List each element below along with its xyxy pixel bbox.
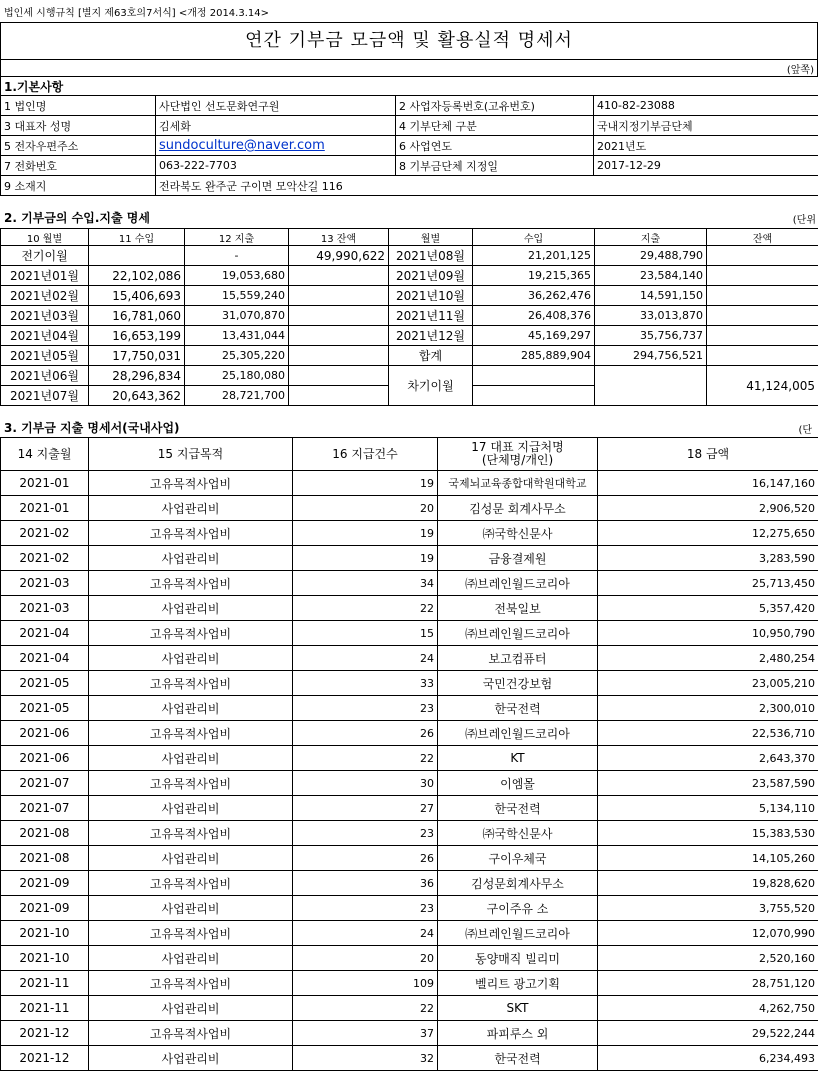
table-row: [1, 771, 818, 796]
purpose-cell: 사업관리비: [89, 746, 293, 771]
table-row: [1, 496, 818, 521]
payee-cell: ㈜브레인월드코리아: [438, 621, 598, 646]
table-row: [1, 996, 818, 1021]
table-row: [1, 946, 818, 971]
purpose-cell: 고유목적사업비: [89, 471, 293, 496]
total-income: 285,889,904: [473, 346, 595, 366]
table-row: [1, 596, 818, 621]
column-header: 16 지급건수: [293, 438, 438, 471]
amount-cell: 2,520,160: [598, 946, 818, 971]
column-header: 18 금액: [598, 438, 818, 471]
amount-cell: 22,536,710: [598, 721, 818, 746]
income-cell: 36,262,476: [473, 286, 595, 306]
column-header: 잔액: [707, 229, 818, 246]
section2-unit: (단위: [792, 215, 816, 226]
info-label: 6 사업연도: [396, 136, 594, 156]
purpose-cell: 사업관리비: [89, 1046, 293, 1071]
month-cell: 2021-06: [1, 746, 89, 771]
month-cell: 2021-07: [1, 771, 89, 796]
month-cell: 2021-12: [1, 1046, 89, 1071]
count-cell: 19: [293, 471, 438, 496]
payee-cell: ㈜브레인월드코리아: [438, 921, 598, 946]
payee-cell: 전북일보: [438, 596, 598, 621]
month-cell: 2021년06월: [1, 366, 89, 386]
count-cell: 37: [293, 1021, 438, 1046]
expense-cell: 28,721,700: [185, 386, 289, 406]
side-note-row: [0, 59, 818, 77]
expense-cell: 19,053,680: [185, 266, 289, 286]
purpose-cell: 사업관리비: [89, 546, 293, 571]
address-label: 9 소재지: [1, 176, 156, 196]
amount-cell: 16,147,160: [598, 471, 818, 496]
purpose-cell: 사업관리비: [89, 896, 293, 921]
total-label: 합계: [389, 346, 473, 366]
income-cell: 28,296,834: [89, 366, 185, 386]
expense-cell: 29,488,790: [595, 246, 707, 266]
purpose-cell: 고유목적사업비: [89, 571, 293, 596]
purpose-cell: 고유목적사업비: [89, 671, 293, 696]
count-cell: 15: [293, 621, 438, 646]
payee-cell: 파피루스 외: [438, 1021, 598, 1046]
purpose-cell: 사업관리비: [89, 496, 293, 521]
month-cell: 2021-06: [1, 721, 89, 746]
payee-cell: 구이주유 소: [438, 896, 598, 921]
month-cell: 2021-10: [1, 921, 89, 946]
count-cell: 24: [293, 646, 438, 671]
month-cell: 2021-03: [1, 596, 89, 621]
amount-cell: 29,522,244: [598, 1021, 818, 1046]
info-row: [1, 116, 818, 136]
table-row: [1, 971, 818, 996]
income-cell: 22,102,086: [89, 266, 185, 286]
amount-cell: 2,906,520: [598, 496, 818, 521]
purpose-cell: 고유목적사업비: [89, 621, 293, 646]
count-cell: 22: [293, 996, 438, 1021]
count-cell: 23: [293, 821, 438, 846]
income-cell: 26,408,376: [473, 306, 595, 326]
column-header: 11 수입: [89, 229, 185, 246]
amount-cell: 5,357,420: [598, 596, 818, 621]
table-row: [1, 871, 818, 896]
info-label: 5 전자우편주소: [1, 136, 156, 156]
purpose-cell: 사업관리비: [89, 596, 293, 621]
month-cell: 2021년01월: [1, 266, 89, 286]
payee-cell: KT: [438, 746, 598, 771]
payee-cell: 국제뇌교육종합대학원대학교: [438, 471, 598, 496]
table-row: [1, 646, 818, 671]
section3-unit: (단: [798, 425, 812, 436]
expense-cell: 35,756,737: [595, 326, 707, 346]
balance-cell: 49,990,622: [289, 246, 389, 266]
info-value: 국내지정기부금단체: [594, 116, 818, 136]
amount-cell: 15,383,530: [598, 821, 818, 846]
info-row: [1, 136, 818, 156]
table-row: [1, 896, 818, 921]
form-reference: 법인세 시행규칙 [별지 제63호의7서식] <개정 2014.3.14>: [4, 8, 269, 19]
column-header: 10 월별: [1, 229, 89, 246]
purpose-cell: 사업관리비: [89, 846, 293, 871]
table-row: [1, 521, 818, 546]
month-cell: 2021-05: [1, 696, 89, 721]
count-cell: 33: [293, 671, 438, 696]
month-cell: 2021-08: [1, 821, 89, 846]
expense-cell: 25,180,080: [185, 366, 289, 386]
count-cell: 26: [293, 721, 438, 746]
payee-cell: ㈜국학신문사: [438, 521, 598, 546]
balance-cell: [289, 266, 389, 286]
month-cell: 2021-01: [1, 496, 89, 521]
purpose-cell: 고유목적사업비: [89, 1021, 293, 1046]
amount-cell: 12,275,650: [598, 521, 818, 546]
table-row: [1, 921, 818, 946]
expense-cell: 23,584,140: [595, 266, 707, 286]
column-header: 14 지출월: [1, 438, 89, 471]
month-cell: 2021-01: [1, 471, 89, 496]
balance-cell: [289, 286, 389, 306]
month-cell: 2021년04월: [1, 326, 89, 346]
column-header: 월별: [389, 229, 473, 246]
month-cell: 2021-12: [1, 1021, 89, 1046]
count-cell: 109: [293, 971, 438, 996]
month-cell: 2021-09: [1, 871, 89, 896]
payee-cell: 금융결제원: [438, 546, 598, 571]
count-cell: 20: [293, 496, 438, 521]
column-header: 13 잔액: [289, 229, 389, 246]
info-value: 사단법인 선도문화연구원: [156, 96, 396, 116]
amount-cell: 28,751,120: [598, 971, 818, 996]
month-cell: 2021-04: [1, 646, 89, 671]
balance-cell: [707, 286, 818, 306]
count-cell: 23: [293, 696, 438, 721]
table-row: [1, 1021, 818, 1046]
payee-cell: 동양매직 빌리미: [438, 946, 598, 971]
info-label: 3 대표자 성명: [1, 116, 156, 136]
count-cell: 30: [293, 771, 438, 796]
carry-balance: 41,124,005: [707, 366, 818, 406]
column-header: 15 지급목적: [89, 438, 293, 471]
count-cell: 22: [293, 596, 438, 621]
month-cell: 2021년03월: [1, 306, 89, 326]
table-row: [1, 246, 818, 266]
purpose-cell: 고유목적사업비: [89, 871, 293, 896]
balance-cell: [289, 386, 389, 406]
expense-cell: 25,305,220: [185, 346, 289, 366]
income-cell: 19,215,365: [473, 266, 595, 286]
count-cell: 19: [293, 521, 438, 546]
income-cell: [473, 366, 595, 386]
amount-cell: 14,105,260: [598, 846, 818, 871]
info-value: 410-82-23088: [594, 96, 818, 116]
page-title: 연간 기부금 모금액 및 활용실적 명세서: [0, 22, 818, 59]
purpose-cell: 고유목적사업비: [89, 771, 293, 796]
table-row: [1, 821, 818, 846]
payee-cell: 국민건강보험: [438, 671, 598, 696]
column-header: 17 대표 지급처명 (단체명/개인): [438, 438, 598, 471]
section2-heading: 2. 기부금의 수입.지출 명세: [4, 211, 150, 225]
month-cell: 2021-05: [1, 671, 89, 696]
table-row: [1, 721, 818, 746]
table-row: [1, 286, 818, 306]
month-cell: 2021년09월: [389, 266, 473, 286]
amount-cell: 12,070,990: [598, 921, 818, 946]
month-cell: 2021-03: [1, 571, 89, 596]
income-cell: 21,201,125: [473, 246, 595, 266]
balance-cell: [707, 246, 818, 266]
payee-cell: 구이우체국: [438, 846, 598, 871]
income-cell: 16,781,060: [89, 306, 185, 326]
amount-cell: 23,587,590: [598, 771, 818, 796]
month-cell: 2021-11: [1, 971, 89, 996]
side-note: (앞쪽): [1, 60, 818, 77]
table-row: [1, 366, 818, 386]
table-row: [1, 746, 818, 771]
carry-label: 차기이월: [389, 366, 473, 406]
count-cell: 24: [293, 921, 438, 946]
table-row: [1, 846, 818, 871]
info-label: 4 기부단체 구분: [396, 116, 594, 136]
purpose-cell: 고유목적사업비: [89, 821, 293, 846]
amount-cell: 25,713,450: [598, 571, 818, 596]
balance-cell: [289, 366, 389, 386]
table-row: [1, 1046, 818, 1071]
purpose-cell: 고유목적사업비: [89, 721, 293, 746]
info-label: 1 법인명: [1, 96, 156, 116]
month-cell: 2021년08월: [389, 246, 473, 266]
info-value: 063-222-7703: [156, 156, 396, 176]
balance-cell: [707, 266, 818, 286]
info-value: 김세화: [156, 116, 396, 136]
info-row: [1, 96, 818, 116]
amount-cell: 4,262,750: [598, 996, 818, 1021]
payee-cell: 한국전력: [438, 1046, 598, 1071]
purpose-cell: 사업관리비: [89, 646, 293, 671]
balance-cell: [707, 306, 818, 326]
purpose-cell: 사업관리비: [89, 796, 293, 821]
column-header: 수입: [473, 229, 595, 246]
payee-cell: 김성문 회계사무소: [438, 496, 598, 521]
income-cell: 45,169,297: [473, 326, 595, 346]
income-cell: 16,653,199: [89, 326, 185, 346]
income-expense-table: [0, 228, 818, 406]
table-row: [1, 571, 818, 596]
month-cell: 2021년07월: [1, 386, 89, 406]
month-cell: 2021-08: [1, 846, 89, 871]
count-cell: 27: [293, 796, 438, 821]
balance-cell: [707, 326, 818, 346]
count-cell: 22: [293, 746, 438, 771]
info-value: 2017-12-29: [594, 156, 818, 176]
month-cell: 2021-09: [1, 896, 89, 921]
payee-cell: ㈜국학신문사: [438, 821, 598, 846]
total-expense: 294,756,521: [595, 346, 707, 366]
table-row: [1, 326, 818, 346]
purpose-cell: 고유목적사업비: [89, 921, 293, 946]
email-link[interactable]: sundoculture@naver.com: [156, 136, 396, 156]
purpose-cell: 사업관리비: [89, 996, 293, 1021]
basic-info-table: [0, 76, 818, 196]
amount-cell: 2,300,010: [598, 696, 818, 721]
column-header: 12 지출: [185, 229, 289, 246]
payee-cell: 이엠몰: [438, 771, 598, 796]
month-cell: 전기이월: [1, 246, 89, 266]
month-cell: 2021년10월: [389, 286, 473, 306]
table-row: [1, 346, 818, 366]
table-row: [1, 306, 818, 326]
info-label: 2 사업자등록번호(고유번호): [396, 96, 594, 116]
count-cell: 26: [293, 846, 438, 871]
amount-cell: 3,755,520: [598, 896, 818, 921]
income-cell: 17,750,031: [89, 346, 185, 366]
expense-cell: 33,013,870: [595, 306, 707, 326]
table-row: [1, 546, 818, 571]
payee-cell: 한국전력: [438, 696, 598, 721]
expense-cell: 14,591,150: [595, 286, 707, 306]
count-cell: 32: [293, 1046, 438, 1071]
amount-cell: 3,283,590: [598, 546, 818, 571]
amount-cell: 2,643,370: [598, 746, 818, 771]
payee-cell: ㈜브레인월드코리아: [438, 721, 598, 746]
payee-cell: 벨리트 광고기획: [438, 971, 598, 996]
purpose-cell: 고유목적사업비: [89, 971, 293, 996]
info-value: 2021년도: [594, 136, 818, 156]
month-cell: 2021-02: [1, 546, 89, 571]
count-cell: 36: [293, 871, 438, 896]
month-cell: 2021-07: [1, 796, 89, 821]
table-row: [1, 621, 818, 646]
amount-cell: 2,480,254: [598, 646, 818, 671]
table-row: [1, 266, 818, 286]
column-header: 지출: [595, 229, 707, 246]
amount-cell: 6,234,493: [598, 1046, 818, 1071]
amount-cell: 23,005,210: [598, 671, 818, 696]
expense-cell: [595, 366, 707, 406]
payee-cell: 보고컴퓨터: [438, 646, 598, 671]
table-row: [1, 696, 818, 721]
info-label: 8 기부금단체 지정일: [396, 156, 594, 176]
balance-cell: [289, 306, 389, 326]
count-cell: 34: [293, 571, 438, 596]
payee-cell: ㈜브레인월드코리아: [438, 571, 598, 596]
expense-cell: 31,070,870: [185, 306, 289, 326]
section3-heading: 3. 기부금 지출 명세서(국내사업): [4, 421, 180, 435]
count-cell: 19: [293, 546, 438, 571]
count-cell: 23: [293, 896, 438, 921]
income-cell: 15,406,693: [89, 286, 185, 306]
section1-heading: 1.기본사항: [1, 77, 818, 96]
purpose-cell: 사업관리비: [89, 696, 293, 721]
payee-cell: 한국전력: [438, 796, 598, 821]
month-cell: 2021년05월: [1, 346, 89, 366]
amount-cell: 5,134,110: [598, 796, 818, 821]
count-cell: 20: [293, 946, 438, 971]
expense-cell: 15,559,240: [185, 286, 289, 306]
month-cell: 2021년12월: [389, 326, 473, 346]
payee-cell: 김성문회계사무소: [438, 871, 598, 896]
amount-cell: 10,950,790: [598, 621, 818, 646]
table-row: [1, 471, 818, 496]
expense-cell: -: [185, 246, 289, 266]
income-cell: [89, 246, 185, 266]
table-row: [1, 671, 818, 696]
purpose-cell: 사업관리비: [89, 946, 293, 971]
balance-cell: [289, 346, 389, 366]
expense-detail-table: [0, 437, 818, 1071]
month-cell: 2021년02월: [1, 286, 89, 306]
amount-cell: 19,828,620: [598, 871, 818, 896]
info-row: [1, 156, 818, 176]
income-cell: 20,643,362: [89, 386, 185, 406]
month-cell: 2021-11: [1, 996, 89, 1021]
month-cell: 2021-10: [1, 946, 89, 971]
info-label: 7 전화번호: [1, 156, 156, 176]
balance-cell: [707, 346, 818, 366]
address-value: 전라북도 완주군 구이면 모악산길 116: [156, 176, 818, 196]
balance-cell: [289, 326, 389, 346]
table-row: [1, 796, 818, 821]
purpose-cell: 고유목적사업비: [89, 521, 293, 546]
month-cell: 2021-02: [1, 521, 89, 546]
payee-cell: SKT: [438, 996, 598, 1021]
income-cell: [473, 386, 595, 406]
month-cell: 2021-04: [1, 621, 89, 646]
expense-cell: 13,431,044: [185, 326, 289, 346]
month-cell: 2021년11월: [389, 306, 473, 326]
